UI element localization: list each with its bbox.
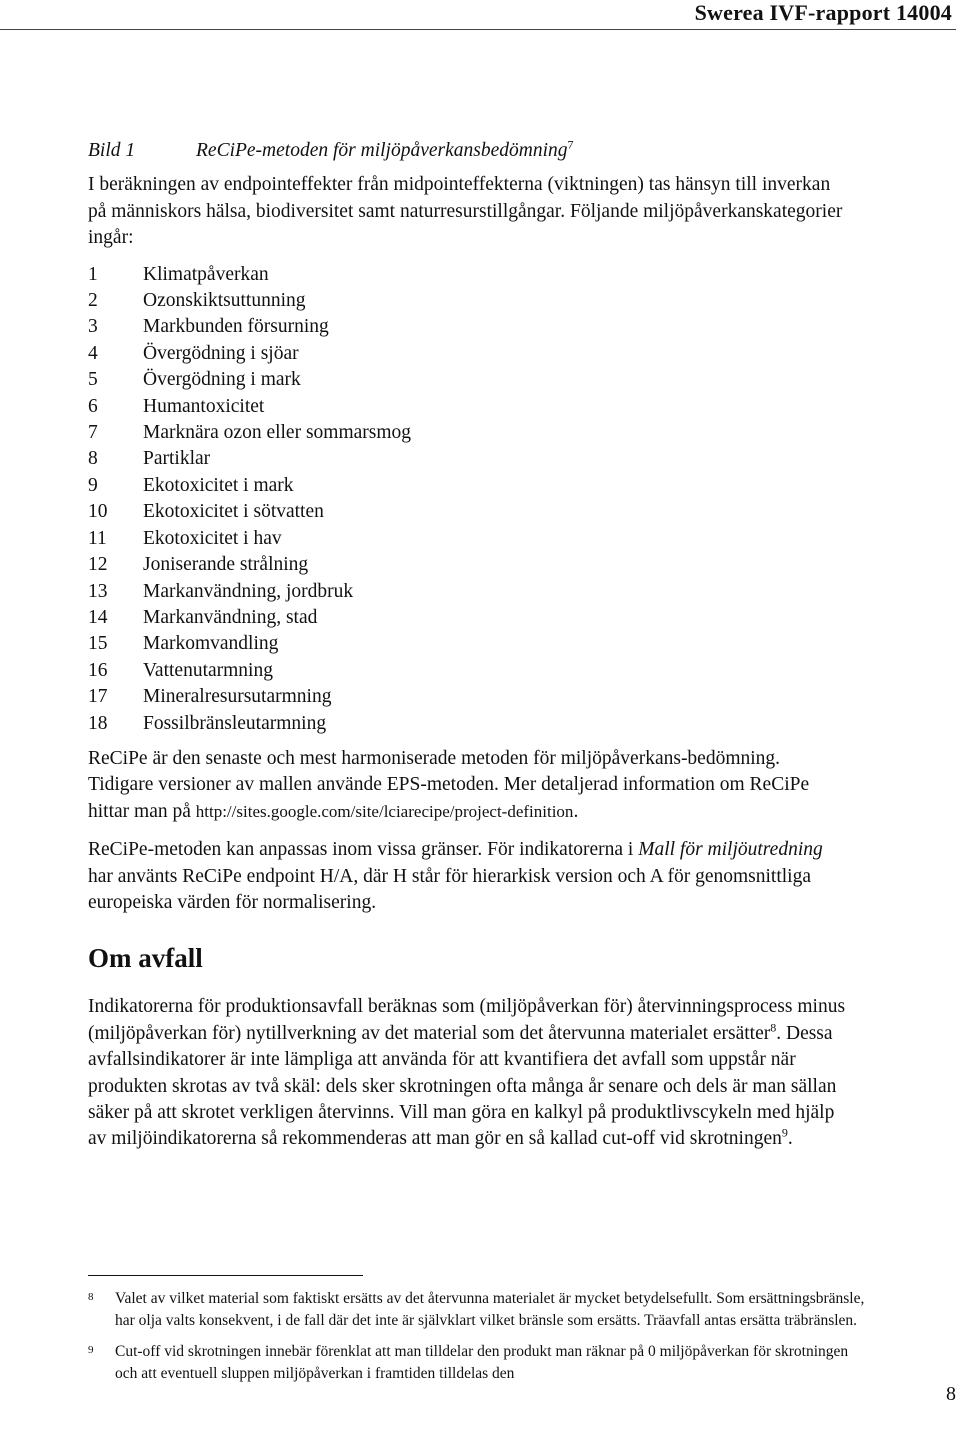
list-item	[88, 658, 848, 684]
list-item-label: Humantoxicitet	[143, 395, 265, 417]
recipe-link[interactable]: http://sites.google.com/site/lciarecipe/project-definition	[195, 801, 574, 821]
list-item-number: 2	[88, 290, 98, 312]
list-item	[88, 314, 848, 340]
list-item	[88, 684, 848, 710]
waste-text-3: .	[787, 1128, 793, 1150]
adapt-italic: Mall för miljöutredning	[638, 839, 823, 861]
list-item-label: Fossilbränsleutarmning	[143, 712, 327, 734]
footnote-number: 9	[88, 1344, 94, 1356]
footnote-9	[88, 1341, 868, 1384]
waste-text: Indikatorerna för produktionsavfall beräknas som (miljöpåverkan för) återvinningsprocess minus (miljöpåverkan för) nytillverkning av det material som det återvunna materialet ersätter	[88, 996, 846, 1044]
page-header	[0, 0, 960, 30]
list-item	[88, 473, 848, 499]
list-item-number: 8	[88, 448, 98, 470]
adapt-paragraph	[88, 837, 848, 916]
list-item-number: 7	[88, 422, 98, 444]
list-item-label: Markanvändning, stad	[143, 606, 318, 628]
main-content	[88, 138, 848, 1165]
list-item	[88, 526, 848, 552]
list-item-number: 16	[88, 659, 108, 681]
list-item-label: Markomvandling	[143, 633, 279, 655]
list-item-label: Ekotoxicitet i sötvatten	[143, 501, 324, 523]
recipe-text: ReCiPe är den senaste och mest harmoniserade metoden för miljöpåverkans-bedömning. Tidigare versioner av mallen använde EPS-metoden. Mer detaljerad information om ReCiPe hittar man på	[88, 747, 810, 822]
waste-paragraph	[88, 994, 848, 1152]
list-item	[88, 552, 848, 578]
list-item	[88, 288, 848, 314]
list-item-number: 10	[88, 501, 108, 523]
footnotes	[88, 1275, 868, 1394]
header-rule	[0, 29, 956, 30]
list-item	[88, 711, 848, 737]
list-item	[88, 579, 848, 605]
list-item-number: 9	[88, 474, 98, 496]
page-number: 8	[946, 1383, 956, 1405]
list-item	[88, 420, 848, 446]
list-item	[88, 631, 848, 657]
list-item-label: Övergödning i sjöar	[143, 342, 299, 364]
list-item-number: 1	[88, 263, 98, 285]
list-item-number: 5	[88, 369, 98, 391]
list-item-number: 3	[88, 316, 98, 338]
list-item	[88, 605, 848, 631]
list-item	[88, 394, 848, 420]
impact-category-list	[88, 262, 848, 737]
recipe-text-end: .	[573, 800, 579, 822]
recipe-paragraph	[88, 746, 848, 825]
footnote-number: 8	[88, 1291, 94, 1303]
footnote-ref-9[interactable]: 9	[781, 1125, 788, 1140]
list-item-label: Ozonskiktsuttunning	[143, 290, 306, 312]
intro-paragraph: I beräkningen av endpointeffekter från midpointeffekterna (viktningen) tas hänsyn till inverkan på människors hälsa, biodiversitet samt naturresurstillgångar. Följande miljöpåverkanskategorier ingår:	[88, 174, 843, 249]
list-item	[88, 446, 848, 472]
list-item-number: 11	[88, 527, 107, 549]
list-item-label: Marknära ozon eller sommarsmog	[143, 422, 412, 444]
footnote-text: Cut-off vid skrotningen innebär förenklat att man tilldelar den produkt man räknar på 0 miljöpåverkan för skrotningen och att eventuell sluppen miljöpåverkan i framtiden tilldelas den	[115, 1343, 849, 1382]
list-item	[88, 262, 848, 288]
footnote-ref-7[interactable]: 7	[567, 137, 574, 152]
figure-label: Bild 1	[88, 140, 136, 161]
list-item-label: Partiklar	[143, 448, 211, 470]
adapt-text: ReCiPe-metoden kan anpassas inom vissa gränser. För indikatorerna i	[88, 839, 639, 861]
list-item-label: Markbunden försurning	[143, 316, 329, 338]
list-item	[88, 341, 848, 367]
waste-text-2: . Dessa avfallsindikatorer är inte lämpliga att använda för att kvantifiera det avfall som uppstår när produkten skrotas av två skäl: dels sker skrotningen ofta många år senare och dels är man sällan säker på att skrotet verkligen återvinns. Vill man göra en kalkyl på produktlivscykeln med hjälp av miljöindikatorerna så rekommenderas att man gör en så kallad cut-off vid skrotningen	[88, 1022, 837, 1150]
report-title: Swerea IVF-rapport 14004	[694, 0, 952, 25]
list-item-label: Klimatpåverkan	[143, 263, 269, 285]
list-item-number: 18	[88, 712, 108, 734]
list-item	[88, 367, 848, 393]
list-item-label: Vattenutarmning	[143, 659, 273, 681]
adapt-text-end: har använts ReCiPe endpoint H/A, där H står för hierarkisk version och A för genomsnittliga europeiska värden för normalisering.	[88, 865, 811, 913]
footnote-rule	[88, 1275, 363, 1276]
list-item-label: Övergödning i mark	[143, 369, 301, 391]
list-item-number: 4	[88, 342, 98, 364]
list-item-label: Ekotoxicitet i hav	[143, 527, 282, 549]
footnote-text: Valet av vilket material som faktiskt ersätts av det återvunna materialet är mycket betydelsefullt. Som ersättningsbränsle, har olja valts konsekvent, i de fall där det inte är självklart vilket bränsle som ersätts. Träavfall antas ersätta träbränslen.	[115, 1290, 865, 1329]
figure-caption	[88, 138, 848, 164]
list-item-label: Mineralresursutarmning	[143, 686, 332, 708]
figure-title: ReCiPe-metoden för miljöpåverkansbedömning	[196, 140, 568, 161]
list-item-label: Ekotoxicitet i mark	[143, 474, 294, 496]
footnote-ref-8[interactable]: 8	[770, 1020, 777, 1035]
section-heading: Om avfall	[88, 943, 203, 974]
footnote-8	[88, 1288, 868, 1331]
list-item-number: 14	[88, 606, 108, 628]
list-item-number: 15	[88, 633, 108, 655]
list-item-number: 6	[88, 395, 98, 417]
list-item-number: 13	[88, 580, 108, 602]
list-item-number: 12	[88, 554, 108, 576]
list-item-number: 17	[88, 686, 108, 708]
list-item-label: Joniserande strålning	[143, 554, 309, 576]
list-item-label: Markanvändning, jordbruk	[143, 580, 354, 602]
list-item	[88, 499, 848, 525]
